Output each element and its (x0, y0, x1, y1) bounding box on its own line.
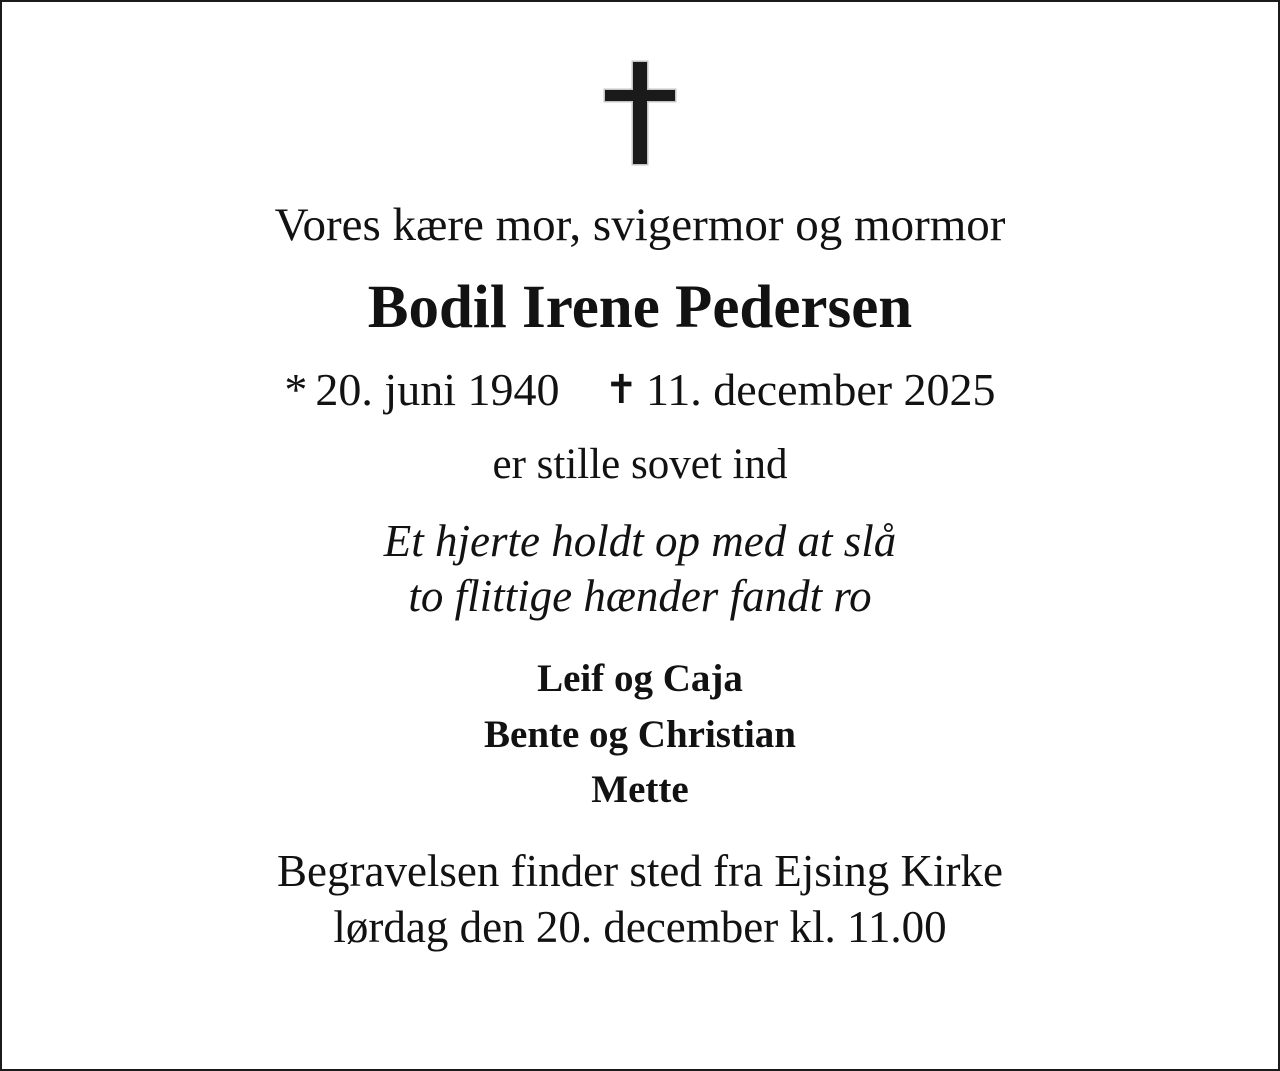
birth-date-text: 20. juni 1940 (315, 364, 560, 416)
relation-line: Vores kære mor, svigermor og mormor (274, 199, 1006, 251)
death-cross-icon: ✝ (604, 367, 638, 414)
born-asterisk-symbol: * (284, 364, 308, 416)
family-names (2, 651, 1278, 817)
family-line: Bente og Christian (484, 712, 796, 756)
family-line: Mette (591, 768, 689, 812)
death-date-text: 11. december 2025 (646, 364, 996, 416)
deceased-name: Bodil Irene Pedersen (367, 274, 913, 342)
family-line: Leif og Caja (537, 657, 743, 701)
funeral-info (2, 844, 1278, 956)
funeral-line: Begravelsen finder sted fra Ejsing Kirke (277, 846, 1003, 897)
death-date (604, 364, 995, 415)
funeral-line: lørdag den 20. december kl. 11.00 (333, 902, 947, 953)
verse-line: to flittige hænder fandt ro (408, 571, 872, 622)
memorial-verse (2, 514, 1278, 626)
passing-line: er stille sovet ind (492, 441, 788, 489)
memorial-cross-icon (2, 60, 1278, 166)
birth-date (284, 364, 559, 415)
life-dates (2, 364, 1278, 417)
verse-line: Et hjerte holdt op med at slå (383, 515, 897, 566)
